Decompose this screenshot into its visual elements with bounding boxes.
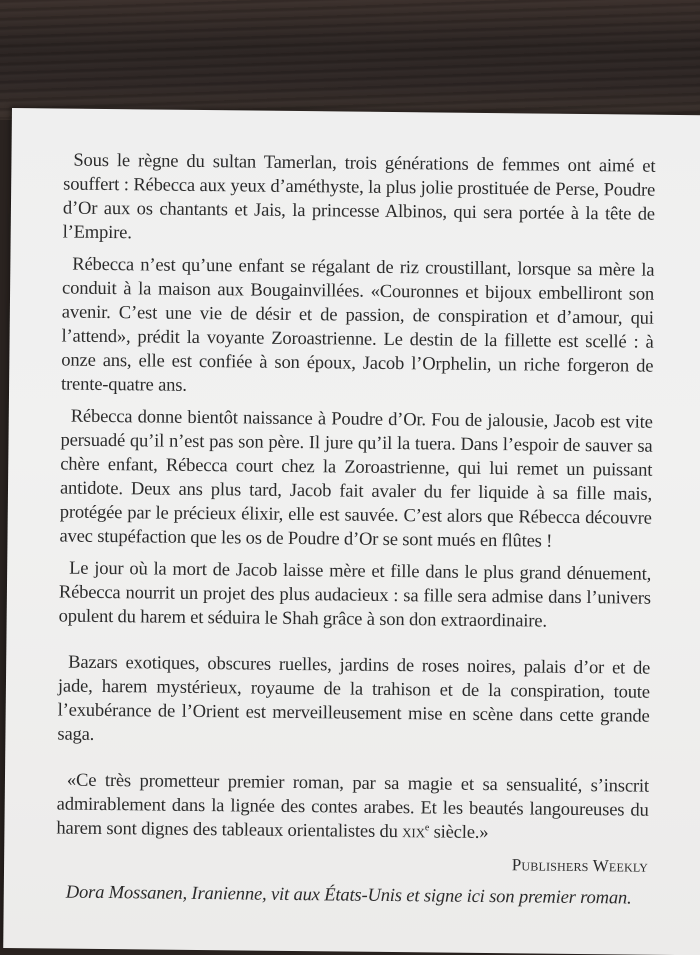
century-superscript: e <box>424 822 430 834</box>
author-note: Dora Mossanen, Iranienne, vit aux États-Unis et signe ici son premier roman. <box>65 882 632 909</box>
century-numeral: xix <box>402 822 425 843</box>
review-quote <box>56 769 649 847</box>
synopsis-paragraph-1: Sous le règne du sultan Tamerlan, trois générations de femmes ont aimé et souffert : Rébecca aux yeux d’améthyste, la plus jolie prostituée de Perse, Poudre d’Or aux os chantants et Jais, la princesse Albinos, qui sera portée à la tête de l’Empire. <box>62 150 656 244</box>
synopsis-paragraph-3: Rébecca donne bientôt naissance à Poudre d’Or. Fou de jalousie, Jacob est vite persuadé qu’il n’est pas son père. Il jure qu’il la tuera. Dans l’espoir de sauver sa chère enfant, Rébecca court chez la Zoroastrienne, qui lui remet un puissant antidote. Deux ans plus tard, Jacob fait avaler du fer liquide à sa fille mais, protégée par le précieux élixir, elle est sauvée. C’est alors que Rébecca découvre avec stupéfaction que les os de Poudre d’Or se sont mués en flûtes ! <box>59 406 653 552</box>
synopsis-paragraph-4: Le jour où la mort de Jacob laisse mère et fille dans le plus grand dénuement, Rébecca nourrit un projet des plus audacieux : sa fille sera admise dans l’univers opulent du harem et séduira le Shah grâce à son don extraordinaire. <box>58 558 652 632</box>
quote-attribution: Publishers Weekly <box>511 855 649 876</box>
book-back-cover <box>3 108 700 955</box>
wooden-table-background <box>0 0 700 120</box>
quote-text-before: «Ce très prometteur premier roman, par sa magie et sa sensualité, s’inscrit admirablement dans la lignée des contes arabes. Et les beautés langoureuses du harem sont dignes des tableaux orientalistes du <box>56 770 650 843</box>
quote-text-after: siècle.» <box>429 822 489 844</box>
synopsis-paragraph-2: Rébecca n’est qu’une enfant se régalant de riz croustillant, lorsque sa mère la conduit à la maison aux Bougainvillées. «Couronnes et bijoux embelliront son avenir. C’est une vie de désir et de passion, de conspiration et d’amour, qui l’attend», prédit la voyante Zoroastrienne. Le destin de la fillette est scellé : à onze ans, elle est confiée à son époux, Jacob l’Orphelin, un riche forgeron de trente-quatre ans. <box>61 254 655 396</box>
back-cover-text <box>56 149 656 919</box>
summary-paragraph: Bazars exotiques, obscures ruelles, jardins de roses noires, palais d’or et de jade, harem mystérieux, royaume de la trahison et de la conspiration, toute l’exubérance de l’Orient est merveilleusement mise en scène dans cette grande saga. <box>57 652 651 745</box>
